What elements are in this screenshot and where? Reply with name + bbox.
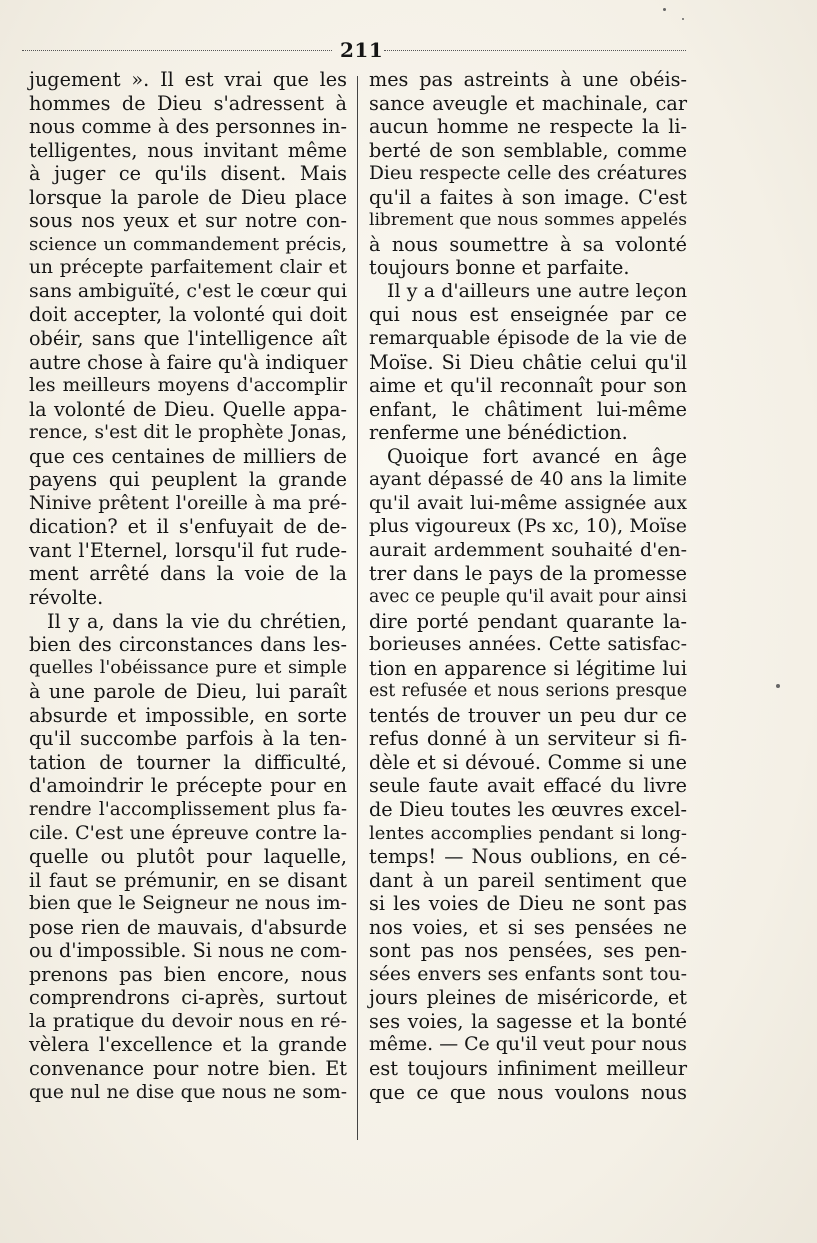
text-line: tion en apparence si légitime lui [369, 656, 687, 680]
text-line: quelles l'obéissance pure et simple [29, 657, 347, 678]
paper-speck [682, 18, 684, 20]
text-line: sont pas nos pensées, ses pen- [369, 939, 687, 963]
paper-speck [663, 8, 666, 11]
text-line: qu'il a faites à son image. C'est [369, 185, 687, 209]
left-text-column [29, 68, 347, 1104]
text-line: les meilleurs moyens d'accomplir [29, 375, 347, 397]
text-line: révolte. [29, 586, 104, 610]
text-line: plus vigoureux (Ps xc, 10), Moïse [369, 515, 687, 538]
text-line: science un commandement précis, [29, 233, 347, 255]
text-line: sance aveugle et machinale, car [369, 91, 687, 115]
text-line: Moïse. Si Dieu châtie celui qu'il [369, 350, 687, 374]
text-line: vèlera l'excellence et la grande [29, 1033, 347, 1057]
text-line: lentes accomplies pendant si long- [369, 822, 687, 844]
text-line: absurde et impossible, en sorte [29, 703, 347, 727]
text-line: borieuses années. Cette satisfac- [369, 633, 687, 656]
text-line: nos voies, et si ses pensées ne [369, 915, 687, 939]
text-line: rendre l'accomplissement plus fa- [29, 798, 347, 820]
text-line: Ninive prêtent l'oreille à ma pré- [29, 491, 347, 514]
text-line: que ces centaines de milliers de [29, 444, 347, 468]
page-number: 211 [340, 38, 384, 62]
text-line: convenance pour notre bien. Et [29, 1056, 347, 1080]
text-line: lorsque la parole de Dieu place [29, 185, 347, 209]
text-line: mes pas astreints à une obéis- [369, 68, 687, 91]
text-line: jours pleines de miséricorde, et [369, 986, 687, 1010]
text-line: même. — Ce qu'il veut pour nous [369, 1033, 687, 1056]
text-line: que nul ne dise que nous ne som- [29, 1081, 347, 1103]
text-line: ment arrêté dans la voie de la [29, 562, 347, 586]
header-rule-left [22, 50, 332, 51]
text-line: à une parole de Dieu, lui paraît [29, 680, 347, 704]
text-line: jugement ». Il est vrai que les [29, 68, 347, 91]
text-line: autre chose à faire qu'à indiquer [29, 350, 348, 374]
text-line: aime et qu'il reconnaît pour son [369, 374, 687, 398]
text-line: sées envers ses enfants sont tou- [369, 962, 687, 985]
column-divider [357, 76, 358, 1140]
text-line: rence, s'est dit le prophète Jonas, [29, 422, 347, 444]
text-line: refus donné à un serviteur si fi- [369, 727, 687, 751]
text-line: prenons pas bien encore, nous [29, 962, 347, 986]
text-line: toujours bonne et parfaite. [369, 256, 630, 280]
text-line: la pratique du devoir nous en ré- [29, 1009, 347, 1032]
text-line: Dieu respecte celle des créatures [369, 163, 687, 185]
text-line: d'amoindrir le précepte pour en [29, 774, 347, 798]
text-line: Il y a d'ailleurs une autre leçon [387, 279, 687, 302]
text-line: hommes de Dieu s'adressent à [29, 91, 347, 115]
text-line: un précepte parfaitement clair et [29, 257, 347, 279]
text-line: dication? et il s'enfuyait de de- [29, 515, 347, 539]
text-line: ayant dépassé de 40 ans la limite [369, 469, 687, 491]
text-line: vant l'Eternel, lorsqu'il fut rude- [29, 538, 347, 562]
text-line: enfant, le châtiment lui-même [369, 397, 687, 421]
text-line: doit accepter, la volonté qui doit [29, 303, 347, 327]
text-line: sous nos yeux et sur notre con- [29, 209, 347, 233]
text-line: dire porté pendant quarante la- [369, 609, 687, 633]
text-line: dèle et si dévoué. Comme si une [369, 750, 687, 774]
text-line: aurait ardemment souhaité d'en- [369, 538, 687, 561]
text-line: seule faute avait effacé du livre [369, 774, 687, 798]
text-line: temps! — Nous oublions, en cé- [369, 845, 687, 869]
text-line: remarquable épisode de la vie de [369, 328, 687, 350]
text-line: payens qui peuplent la grande [29, 468, 347, 492]
text-line: de Dieu toutes les œuvres excel- [369, 797, 687, 821]
text-line: quelle ou plutôt pour laquelle, [29, 845, 347, 869]
text-line: telligentes, nous invitant même [29, 138, 347, 162]
right-text-column [369, 68, 687, 1104]
text-line: à juger ce qu'ils disent. Mais [29, 162, 347, 186]
text-line: cile. C'est une épreuve contre la- [29, 821, 347, 844]
text-line: avec ce peuple qu'il avait pour ainsi [369, 587, 687, 608]
text-line: ou d'impossible. Si nous ne com- [29, 939, 347, 963]
header-rule-right [384, 50, 686, 51]
text-line: qui nous est enseignée par ce [369, 303, 687, 327]
text-line: nous comme à des personnes in- [29, 115, 347, 139]
text-line: la volonté de Dieu. Quelle appa- [29, 397, 347, 421]
text-line: berté de son semblable, comme [369, 138, 687, 162]
text-line: librement que nous sommes appelés [369, 210, 687, 231]
text-line: renferme une bénédiction. [369, 421, 628, 445]
text-line: Il y a, dans la vie du chrétien, [47, 609, 347, 633]
text-line: bien que le Seigneur ne nous im- [29, 892, 347, 915]
page-header [22, 38, 686, 68]
text-line: il faut se prémunir, en se disant [29, 868, 347, 892]
text-line: sans ambiguïté, c'est le cœur qui [29, 279, 347, 302]
text-line: est refusée et nous serions presque [369, 681, 687, 702]
text-line: dant à un pareil sentiment que [369, 868, 687, 892]
text-line: Quoique fort avancé en âge [387, 444, 687, 468]
text-line: si les voies de Dieu ne sont pas [369, 892, 687, 916]
text-line: pose rien de mauvais, d'absurde [29, 915, 347, 939]
text-line: qu'il avait lui-même assignée aux [369, 492, 687, 514]
text-line: comprendrons ci-après, surtout [29, 986, 347, 1010]
text-line: tentés de trouver un peu dur ce [369, 703, 687, 727]
text-line: est toujours infiniment meilleur [369, 1056, 687, 1080]
text-line: tation de tourner la difficulté, [29, 750, 347, 774]
text-line: qu'il succombe parfois à la ten- [29, 727, 347, 751]
text-line: que ce que nous voulons nous [369, 1080, 687, 1104]
text-line: bien des circonstances dans les- [29, 633, 347, 657]
text-line: à nous soumettre à sa volonté [369, 232, 687, 256]
paper-speck [776, 684, 780, 688]
text-line: trer dans le pays de la promesse [369, 562, 687, 586]
text-line: aucun homme ne respecte la li- [369, 115, 687, 139]
text-line: ses voies, la sagesse et la bonté [369, 1009, 687, 1033]
text-line: obéir, sans que l'intelligence aît [29, 327, 347, 351]
